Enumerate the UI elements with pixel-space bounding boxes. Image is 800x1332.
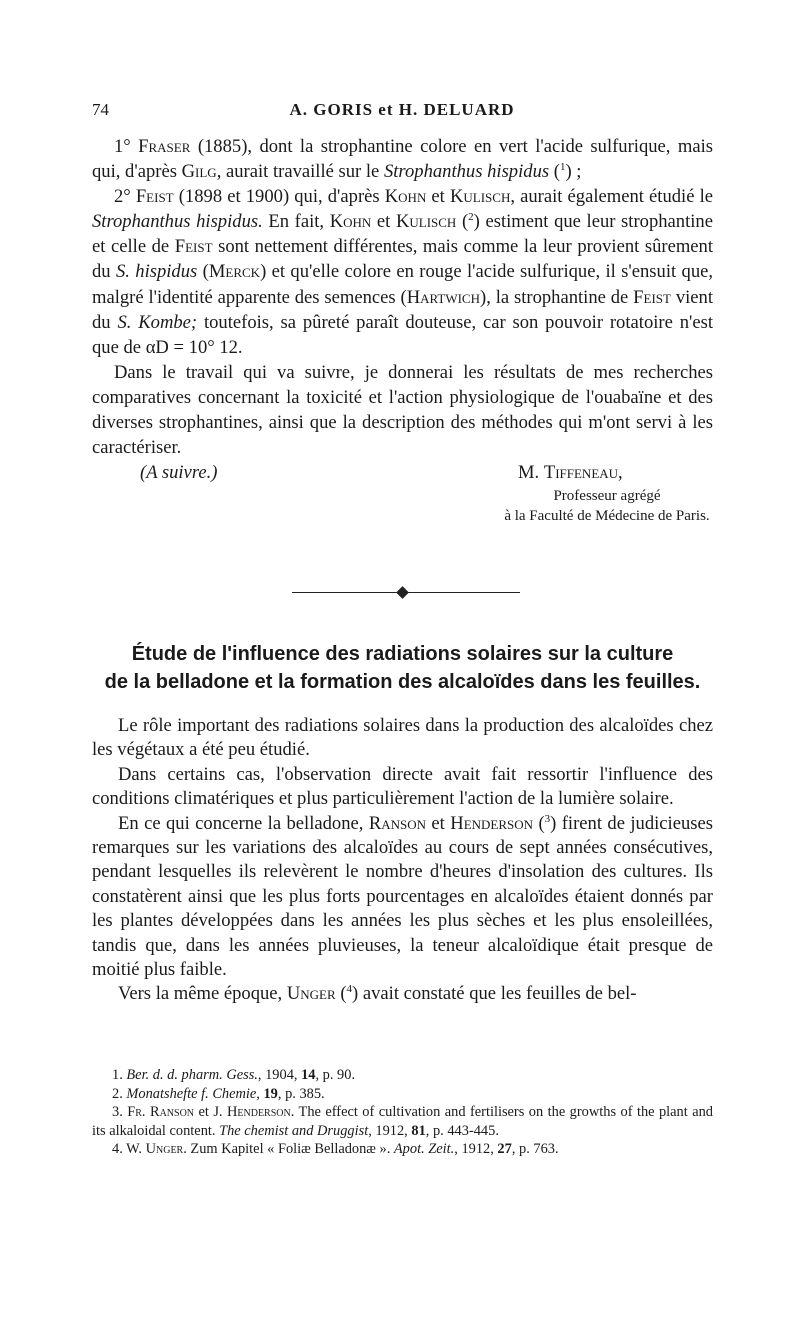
paragraph-feist: 2° Feist (1898 et 1900) qui, d'après Kohn et Kulisch, aurait également étudié le Strophanthus hispidus. En fait, Kohn et Kulisch ($^2$) estiment que leur strophantine et celle de Feist sont nettement différentes, mais comme la leur provient sûrement du S. hispidus (Merck) et qu'elle colore en rouge l'acide sulfurique, il s'ensuit que, malgré l'identité apparente des semences (Hartwich), la strophantine de Feist vient du S. Kombe; toutefois, sa pûreté paraît douteuse, car son pouvoir rotatoire n'est que de αD = 10° 12. [92,186,714,358]
footnote-2: 2. Monatshefte f. Chemie, 19, p. 385. [112,1085,325,1102]
footnote-3: 3. Fr. Ranson et J. Henderson. The effect of cultivation and fertilisers on the growths of the plant and its alkaloidal content. The chemist and Druggist, 1912, 81, p. 443-445. [92,1104,713,1139]
signature-row [92,460,713,486]
paragraph-role: Le rôle important des radiations solaires dans la production des alcaloïdes chez les végétaux a été peu étudié. [92,715,713,761]
footnote-1: 1. Ber. d. d. pharm. Gess., 1904, 14, p. 90. [112,1067,356,1083]
paragraph-unger: Vers la même époque, Unger ($^4$) avait constaté que les feuilles de bel- [118,983,637,1005]
article-title: Étude de l'influence des radiations solaires sur la culture de la belladone et la formation des alcaloïdes dans les feuilles. [104,643,701,693]
continued-article [92,134,713,526]
footnote-ref: 3 [544,812,551,825]
author-affiliation: Professeur agrégé à la Faculté de Médecine de Paris. [504,488,710,525]
a-suivre: (A suivre.) [140,462,218,484]
paragraph-travail: Dans le travail qui va suivre, je donnerai les résultats de mes recherches comparatives concernant la toxicité et l'action physiologique de l'ouabaïne et des diverses strophantines, ainsi que la description des méthodes qui m'ont servi à les caractériser. [92,361,713,459]
page-number: 74 [92,100,109,119]
footnote-4: 4. W. Unger. Zum Kapitel « Foliæ Belladonæ ». Apot. Zeit., 1912, 27, p. 763. [112,1141,559,1157]
footnote-ref: 4 [346,983,353,996]
footnote-ref: 1 [559,160,566,173]
footnotes [92,1066,713,1159]
paragraph-cas: Dans certains cas, l'observation directe avait fait ressortir l'influence des conditions climatériques et plus particulièrement l'action de la lumière solaire. [92,763,713,810]
page-header [92,100,712,124]
section-divider [292,583,520,603]
article-body [92,714,713,1007]
running-head: A. GORIS et H. DELUARD [289,100,515,119]
paragraph-fraser: 1° Fraser (1885), dont la strophantine colore en vert l'acide sulfurique, mais qui, d'après Gilg, aurait travaillé sur le Strophanthus hispidus ($^1$) ; [92,136,713,183]
author-signature: M. Tiffeneau, [518,462,623,484]
paragraph-belladone: En ce qui concerne la belladone, Ranson et Henderson ($^3$) firent de judicieuses remarques sur les variations des alcaloïdes au cours de sept années consécutives, pendant lesquelles ils relevèrent le nombre d'heures d'insolation des cultures. Ils constatèrent ainsi que les plus forts pourcentages en alcaloïdes étaient donnés par les plantes développées dans les années les plus sèches et les plus ensoleillées, tandis que, dans les années pluvieuses, la teneur alcaloïdique était presque de moitié plus faible. [92,812,714,981]
footnote-ref: 2 [468,211,474,224]
